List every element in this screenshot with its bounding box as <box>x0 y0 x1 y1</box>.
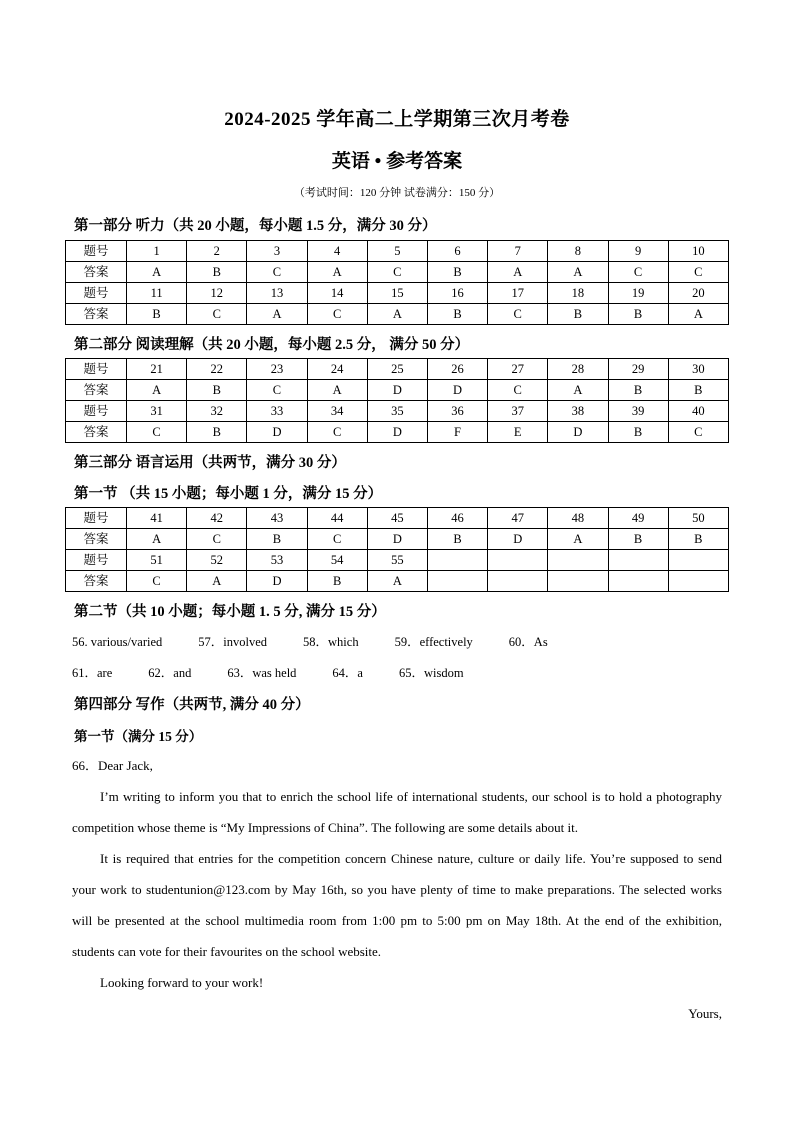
answer-cell <box>608 571 668 592</box>
table-row <box>66 304 729 325</box>
question-number-cell: 49 <box>608 508 668 529</box>
question-number-cell: 38 <box>548 401 608 422</box>
row-label: 题号 <box>66 241 127 262</box>
page-subtitle: 英语 • 参考答案 <box>331 151 463 172</box>
question-number-cell: 18 <box>548 283 608 304</box>
answer-cell: B <box>427 262 487 283</box>
fill-answer-item: 61．are <box>72 666 113 680</box>
question-number-cell: 6 <box>427 241 487 262</box>
question-number-cell: 47 <box>488 508 548 529</box>
part1-answer-table <box>65 240 729 325</box>
letter-paragraph-1: I’m writing to inform you that to enrich the school life of international students, our school is to hold a photography competition whose theme is “My Impressions of China”. The following are some details about it. <box>72 789 722 835</box>
question-number-cell: 54 <box>307 550 367 571</box>
answer-cell: C <box>247 380 307 401</box>
answer-cell: A <box>247 304 307 325</box>
question-number-cell: 2 <box>187 241 247 262</box>
part3-section1-heading: 第一节 （共 15 小题；每小题 1 分，满分 15 分） <box>74 486 383 502</box>
row-label: 题号 <box>66 550 127 571</box>
answer-cell: D <box>427 380 487 401</box>
answer-cell: B <box>608 380 668 401</box>
fill-answer-item: 59．effectively <box>394 635 473 649</box>
answer-cell: B <box>187 380 247 401</box>
question-number-cell: 5 <box>367 241 427 262</box>
question-number-cell: 52 <box>187 550 247 571</box>
question-number-cell: 41 <box>127 508 187 529</box>
table-row <box>66 283 729 304</box>
table-row <box>66 262 729 283</box>
exam-info: （考试时间：120 分钟 试卷满分：150 分） <box>293 187 501 199</box>
row-label: 题号 <box>66 508 127 529</box>
answer-cell: B <box>187 422 247 443</box>
question-number-cell: 44 <box>307 508 367 529</box>
letter-paragraph-2: It is required that entries for the competition concern Chinese nature, culture or daily life. You’re supposed to send your work to studentunion@123.com by May 16th, so you have plenty of time to make preparations. The selected works will be presented at the school multimedia room from 1:00 pm to 5:00 pm on May 18th. At the end of the exhibition, students can vote for their favourites on the school website. <box>72 851 722 959</box>
answer-cell: B <box>608 529 668 550</box>
answer-cell: A <box>187 571 247 592</box>
answer-cell: C <box>608 262 668 283</box>
question-number-cell: 4 <box>307 241 367 262</box>
table-row <box>66 241 729 262</box>
part3-section2-heading: 第二节（共 10 小题；每小题 1. 5 分, 满分 15 分） <box>74 604 386 620</box>
table-row <box>66 571 729 592</box>
question-number-cell: 40 <box>668 401 728 422</box>
part2-heading: 第二部分 阅读理解（共 20 小题，每小题 2.5 分， 满分 50 分） <box>74 337 470 353</box>
question-number-cell: 32 <box>187 401 247 422</box>
answer-cell: A <box>668 304 728 325</box>
answer-cell: C <box>127 422 187 443</box>
question-number-cell: 45 <box>367 508 427 529</box>
fill-answers-line-1 <box>72 632 548 650</box>
row-label: 答案 <box>66 380 127 401</box>
answer-cell: D <box>247 571 307 592</box>
answer-cell: C <box>668 422 728 443</box>
answer-cell: C <box>488 380 548 401</box>
part3-section1-answer-table <box>65 507 729 592</box>
answer-cell: A <box>548 262 608 283</box>
answer-cell: B <box>427 529 487 550</box>
answer-cell: D <box>247 422 307 443</box>
question-number-cell: 43 <box>247 508 307 529</box>
question-number-cell: 53 <box>247 550 307 571</box>
row-label: 答案 <box>66 571 127 592</box>
question-number-cell: 55 <box>367 550 427 571</box>
fill-answer-item: 56. various/varied <box>72 635 163 649</box>
answer-cell: A <box>127 529 187 550</box>
question-number-cell: 19 <box>608 283 668 304</box>
question-number-cell: 20 <box>668 283 728 304</box>
question-number-cell: 21 <box>127 359 187 380</box>
answer-cell: A <box>367 304 427 325</box>
part4-heading: 第四部分 写作（共两节, 满分 40 分） <box>74 697 310 713</box>
answer-cell: C <box>187 304 247 325</box>
answer-cell: C <box>307 304 367 325</box>
letter-closing: Yours, <box>688 1006 722 1021</box>
table-row <box>66 529 729 550</box>
answer-cell: B <box>608 304 668 325</box>
question-number-cell: 13 <box>247 283 307 304</box>
answer-cell: B <box>307 571 367 592</box>
row-label: 题号 <box>66 359 127 380</box>
fill-answer-item: 62．and <box>148 666 192 680</box>
answer-cell: D <box>367 422 427 443</box>
answer-cell <box>488 571 548 592</box>
answer-cell: C <box>668 262 728 283</box>
answer-cell <box>668 571 728 592</box>
question-number-cell: 34 <box>307 401 367 422</box>
answer-cell: A <box>548 529 608 550</box>
fill-answer-item: 65．wisdom <box>398 666 464 680</box>
answer-cell <box>548 571 608 592</box>
question-number-cell: 8 <box>548 241 608 262</box>
question-number-cell: 50 <box>668 508 728 529</box>
answer-cell: C <box>307 529 367 550</box>
question-number-cell: 25 <box>367 359 427 380</box>
question-number-cell: 30 <box>668 359 728 380</box>
answer-cell: D <box>488 529 548 550</box>
question-number-cell: 37 <box>488 401 548 422</box>
fill-answers-line-2 <box>72 663 464 681</box>
answer-cell <box>427 571 487 592</box>
answer-cell: B <box>187 262 247 283</box>
question-number-cell <box>548 550 608 571</box>
row-label: 题号 <box>66 401 127 422</box>
question-number-cell: 11 <box>127 283 187 304</box>
row-label: 答案 <box>66 529 127 550</box>
part4-section1-heading: 第一节（满分 15 分） <box>74 729 203 744</box>
row-label: 答案 <box>66 422 127 443</box>
question-number-cell: 51 <box>127 550 187 571</box>
fill-answer-item: 60．As <box>508 635 548 649</box>
question-number-cell: 39 <box>608 401 668 422</box>
question-number-cell: 46 <box>427 508 487 529</box>
question-number-cell: 26 <box>427 359 487 380</box>
question-number-cell: 16 <box>427 283 487 304</box>
answer-cell: C <box>247 262 307 283</box>
answer-cell: D <box>367 529 427 550</box>
answer-cell: A <box>307 262 367 283</box>
part1-heading: 第一部分 听力（共 20 小题，每小题 1.5 分，满分 30 分） <box>74 218 437 234</box>
letter-paragraph-3: Looking forward to your work! <box>100 975 264 990</box>
letter-greeting: 66．Dear Jack, <box>72 758 153 773</box>
question-number-cell: 7 <box>488 241 548 262</box>
fill-answer-item: 57．involved <box>198 635 268 649</box>
table-row <box>66 550 729 571</box>
question-number-cell <box>608 550 668 571</box>
question-number-cell: 9 <box>608 241 668 262</box>
fill-answer-item: 58．which <box>303 635 359 649</box>
question-number-cell: 14 <box>307 283 367 304</box>
table-row <box>66 401 729 422</box>
table-row <box>66 359 729 380</box>
answer-cell: F <box>427 422 487 443</box>
answer-cell: D <box>367 380 427 401</box>
answer-cell: C <box>127 571 187 592</box>
row-label: 答案 <box>66 304 127 325</box>
table-row <box>66 380 729 401</box>
part3-heading: 第三部分 语言运用（共两节，满分 30 分） <box>74 455 346 471</box>
answer-cell: A <box>307 380 367 401</box>
question-number-cell: 12 <box>187 283 247 304</box>
question-number-cell: 10 <box>668 241 728 262</box>
answer-cell: B <box>247 529 307 550</box>
table-row <box>66 422 729 443</box>
answer-cell: B <box>608 422 668 443</box>
answer-cell: C <box>488 304 548 325</box>
answer-cell: C <box>187 529 247 550</box>
answer-cell: A <box>548 380 608 401</box>
answer-cell: A <box>488 262 548 283</box>
question-number-cell: 27 <box>488 359 548 380</box>
question-number-cell: 48 <box>548 508 608 529</box>
question-number-cell: 24 <box>307 359 367 380</box>
question-number-cell: 1 <box>127 241 187 262</box>
question-number-cell: 42 <box>187 508 247 529</box>
question-number-cell: 3 <box>247 241 307 262</box>
answer-cell: E <box>488 422 548 443</box>
answer-cell: B <box>668 380 728 401</box>
table-row <box>66 508 729 529</box>
answer-cell: A <box>127 380 187 401</box>
question-number-cell <box>488 550 548 571</box>
row-label: 答案 <box>66 262 127 283</box>
question-number-cell: 35 <box>367 401 427 422</box>
question-number-cell: 33 <box>247 401 307 422</box>
page-title: 2024-2025 学年高二上学期第三次月考卷 <box>224 109 570 130</box>
answer-cell: D <box>548 422 608 443</box>
question-number-cell: 15 <box>367 283 427 304</box>
question-number-cell: 36 <box>427 401 487 422</box>
question-number-cell <box>427 550 487 571</box>
question-number-cell: 22 <box>187 359 247 380</box>
answer-cell: B <box>127 304 187 325</box>
row-label: 题号 <box>66 283 127 304</box>
answer-cell: B <box>427 304 487 325</box>
question-number-cell: 17 <box>488 283 548 304</box>
answer-cell: A <box>367 571 427 592</box>
answer-cell: C <box>307 422 367 443</box>
sample-letter <box>72 750 722 1029</box>
fill-answer-item: 63．was held <box>227 666 297 680</box>
answer-cell: B <box>668 529 728 550</box>
question-number-cell: 28 <box>548 359 608 380</box>
answer-cell: A <box>127 262 187 283</box>
question-number-cell: 29 <box>608 359 668 380</box>
question-number-cell <box>668 550 728 571</box>
question-number-cell: 31 <box>127 401 187 422</box>
question-number-cell: 23 <box>247 359 307 380</box>
part2-answer-table <box>65 358 729 443</box>
fill-answer-item: 64．a <box>332 666 363 680</box>
answer-cell: B <box>548 304 608 325</box>
answer-cell: C <box>367 262 427 283</box>
